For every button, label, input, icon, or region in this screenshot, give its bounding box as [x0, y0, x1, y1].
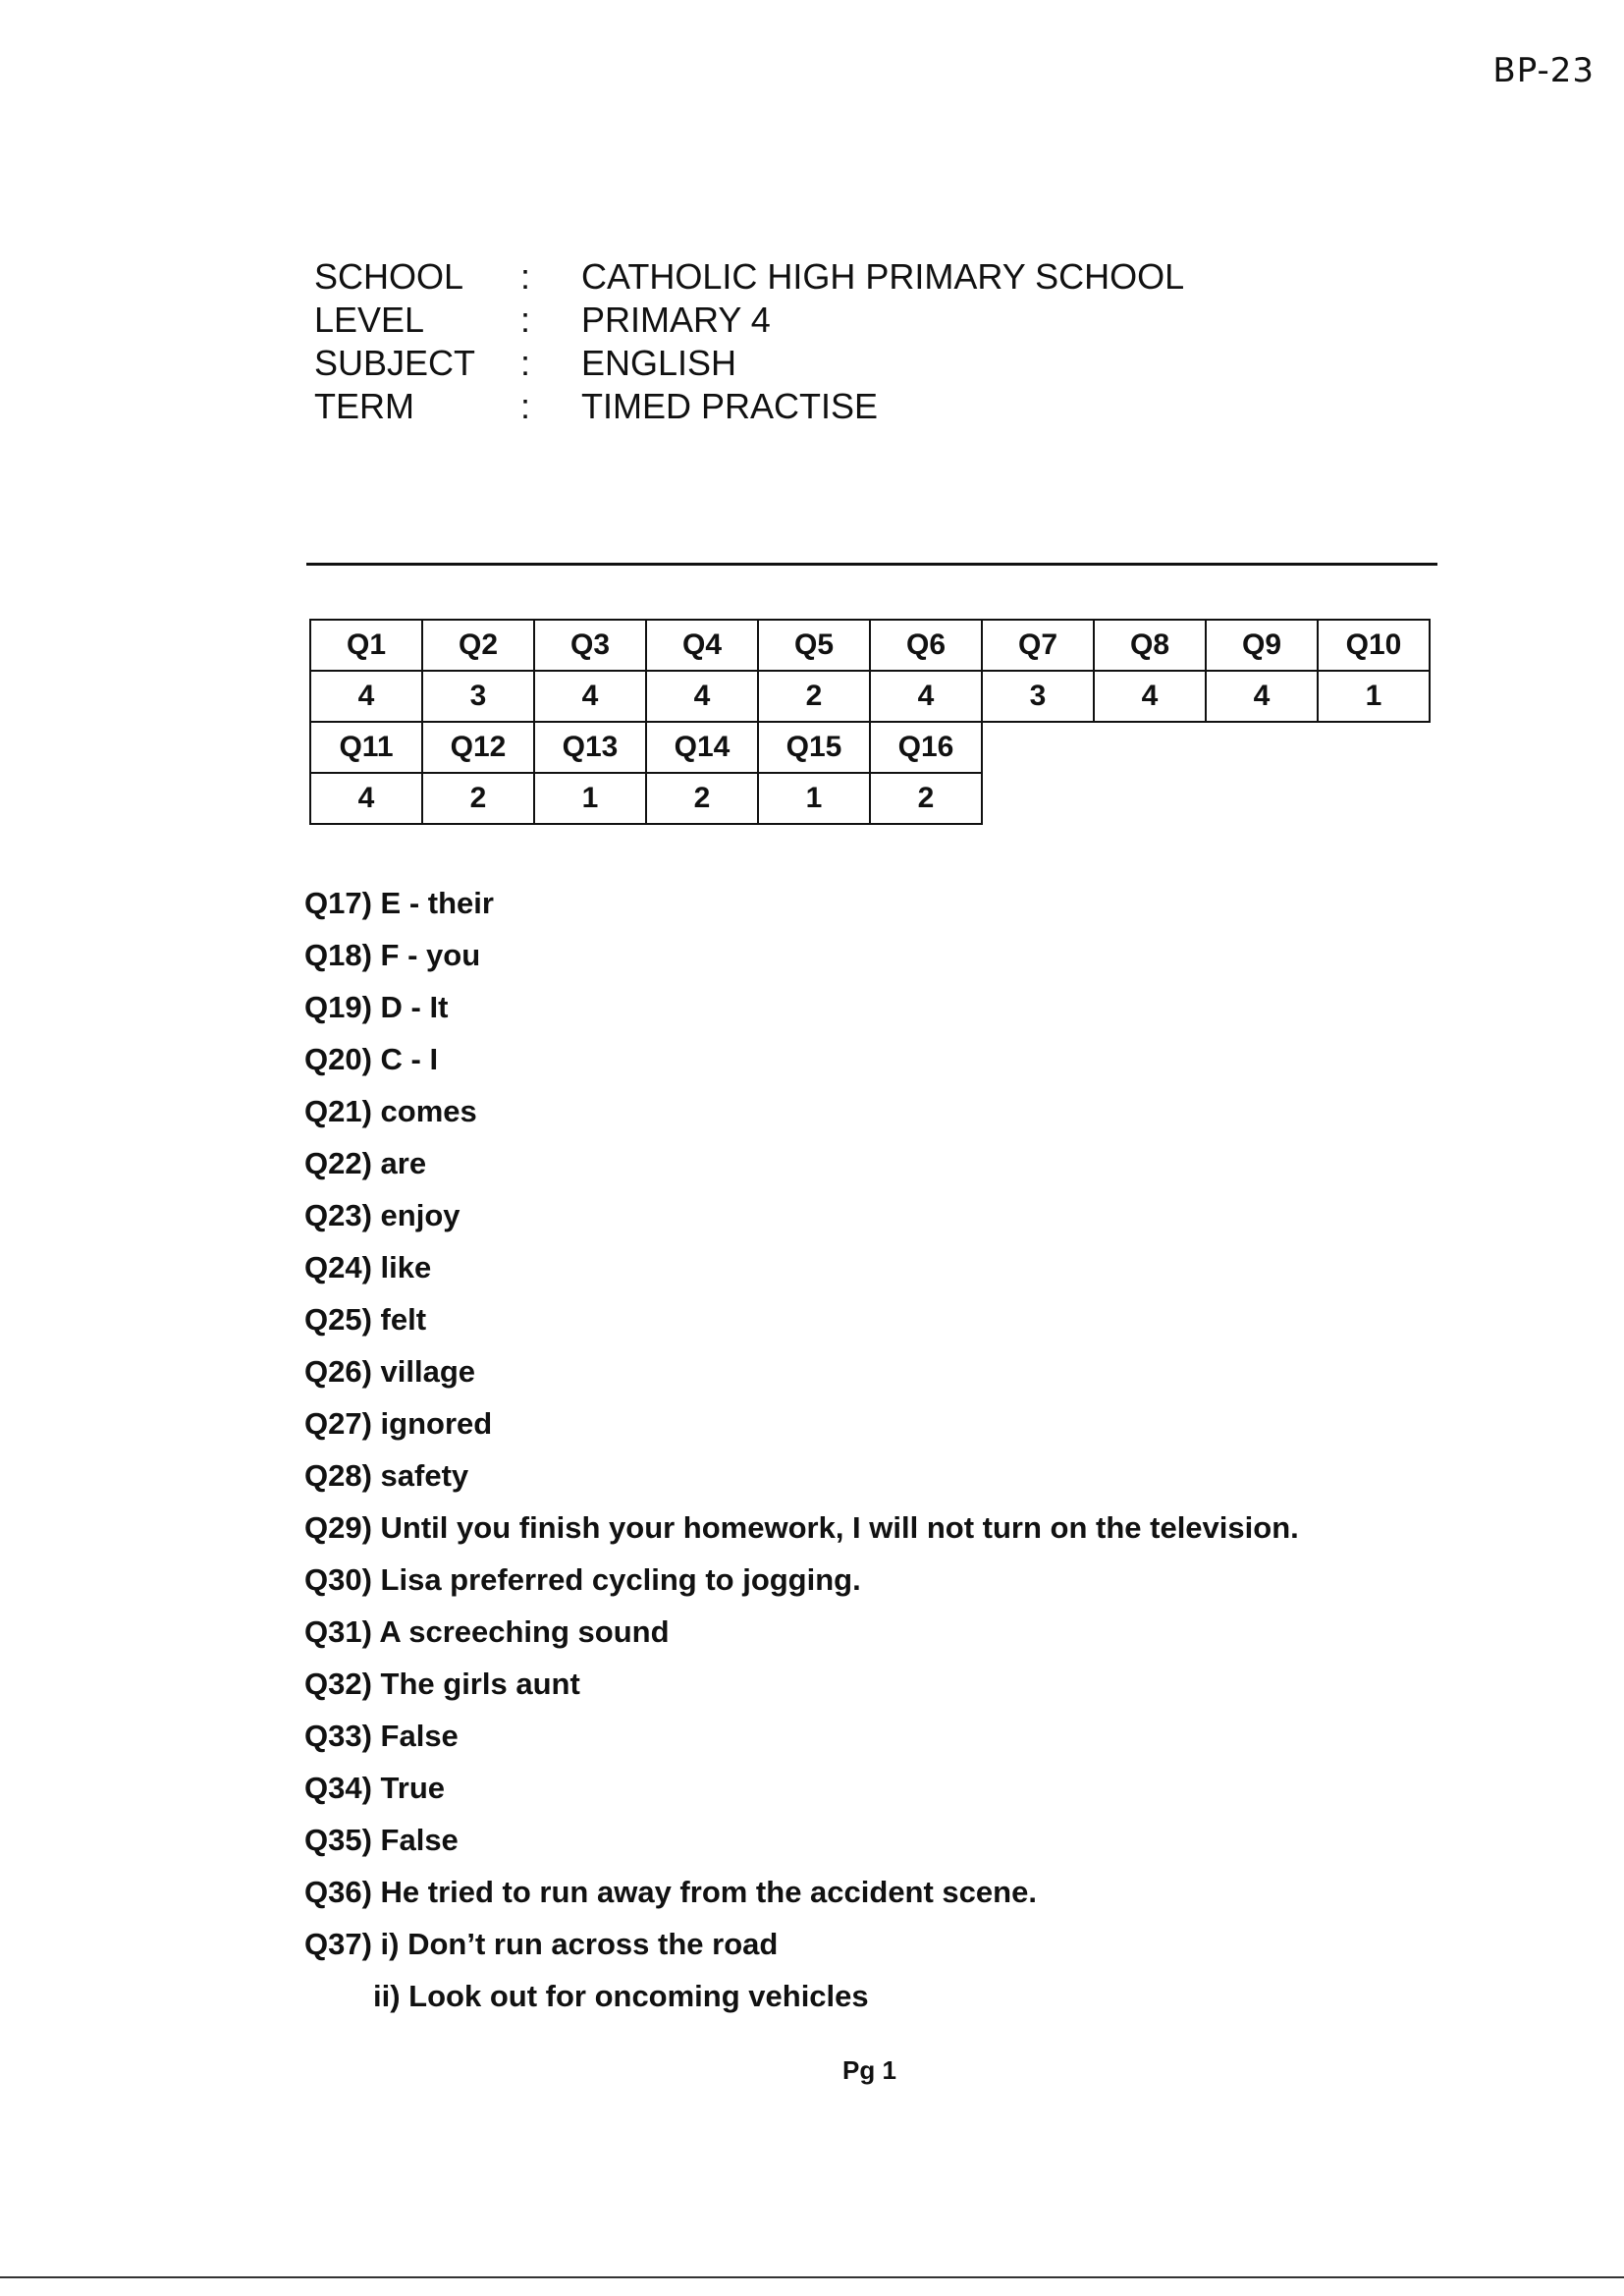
answer-cell: 2 [646, 773, 758, 824]
school-value: CATHOLIC HIGH PRIMARY SCHOOL [581, 256, 1185, 297]
answer-cell: 4 [1094, 671, 1206, 722]
answer-item: Q20) C - I [304, 1042, 439, 1076]
question-cell: Q15 [758, 722, 870, 773]
answer-cell: 2 [422, 773, 534, 824]
question-cell: Q8 [1094, 620, 1206, 671]
answer-cell: 4 [646, 671, 758, 722]
header-row-level [314, 299, 1184, 342]
empty-cell [1318, 722, 1430, 773]
empty-cell [1094, 773, 1206, 824]
answer-item: Q26) village [304, 1354, 476, 1389]
answer-item: Q33) False [304, 1719, 459, 1753]
empty-cell [982, 722, 1094, 773]
question-cell: Q16 [870, 722, 982, 773]
answer-item: Q25) felt [304, 1302, 427, 1337]
question-cell: Q3 [534, 620, 646, 671]
answer-cell: 4 [1206, 671, 1318, 722]
empty-cell [1094, 722, 1206, 773]
answer-item: Q29) Until you finish your homework, I will not turn on the television. [304, 1510, 1299, 1545]
answer-cell: 3 [982, 671, 1094, 722]
header-row-subject [314, 342, 1184, 385]
empty-cell [1206, 773, 1318, 824]
empty-cell [982, 773, 1094, 824]
answer-cell: 1 [534, 773, 646, 824]
question-cell: Q9 [1206, 620, 1318, 671]
answer-item: Q35) False [304, 1823, 459, 1857]
colon: : [520, 343, 531, 383]
empty-cell [1318, 773, 1430, 824]
answer-cell: 4 [870, 671, 982, 722]
subject-label: SUBJECT [314, 343, 476, 383]
answer-cell: 1 [758, 773, 870, 824]
answer-item: Q34) True [304, 1771, 445, 1805]
question-cell: Q10 [1318, 620, 1430, 671]
answer-item: Q32) The girls aunt [304, 1667, 580, 1701]
question-cell: Q12 [422, 722, 534, 773]
term-value: TIMED PRACTISE [581, 386, 879, 426]
term-label: TERM [314, 386, 414, 426]
colon: : [520, 386, 531, 426]
answer-cell: 1 [1318, 671, 1430, 722]
table-row-questions-2 [310, 722, 1430, 773]
answer-item: Q21) comes [304, 1094, 477, 1128]
header-block [314, 255, 1184, 428]
question-cell: Q4 [646, 620, 758, 671]
question-cell: Q7 [982, 620, 1094, 671]
answer-item: Q37) i) Don’t run across the road [304, 1927, 779, 1961]
header-row-school [314, 255, 1184, 299]
colon: : [520, 300, 531, 340]
empty-cell [1206, 722, 1318, 773]
school-label: SCHOOL [314, 256, 464, 297]
answer-list [304, 877, 1299, 2022]
table-row-answers-2 [310, 773, 1430, 824]
mcq-answer-table [309, 619, 1431, 825]
question-cell: Q5 [758, 620, 870, 671]
answer-item: Q19) D - It [304, 990, 449, 1024]
answer-item: Q22) are [304, 1146, 427, 1180]
answer-cell: 3 [422, 671, 534, 722]
answer-item: Q24) like [304, 1250, 432, 1285]
colon: : [520, 256, 531, 297]
header-divider [306, 563, 1437, 566]
table-row-answers-1 [310, 671, 1430, 722]
answer-cell: 4 [534, 671, 646, 722]
question-cell: Q2 [422, 620, 534, 671]
question-cell: Q11 [310, 722, 422, 773]
answer-item: Q30) Lisa preferred cycling to jogging. [304, 1562, 861, 1597]
answer-sub-item: ii) Look out for oncoming vehicles [373, 1979, 869, 2013]
answer-cell: 4 [310, 671, 422, 722]
answer-item: Q17) E - their [304, 886, 494, 920]
page-number: Pg 1 [842, 2055, 896, 2085]
subject-value: ENGLISH [581, 343, 737, 383]
level-value: PRIMARY 4 [581, 300, 771, 340]
answer-item: Q23) enjoy [304, 1198, 460, 1232]
header-row-term [314, 385, 1184, 428]
answer-item: Q28) safety [304, 1458, 469, 1493]
answer-item: Q18) F - you [304, 938, 481, 972]
question-cell: Q14 [646, 722, 758, 773]
bottom-edge-line [0, 2276, 1624, 2278]
answer-cell: 4 [310, 773, 422, 824]
question-cell: Q13 [534, 722, 646, 773]
answer-item: Q31) A screeching sound [304, 1614, 670, 1649]
question-cell: Q1 [310, 620, 422, 671]
answer-cell: 2 [870, 773, 982, 824]
question-cell: Q6 [870, 620, 982, 671]
table-row-questions-1 [310, 620, 1430, 671]
page-code: BP-23 [1492, 51, 1595, 90]
answer-item: Q36) He tried to run away from the accident scene. [304, 1875, 1037, 1909]
level-label: LEVEL [314, 300, 425, 340]
answer-item: Q27) ignored [304, 1406, 493, 1441]
answer-cell: 2 [758, 671, 870, 722]
